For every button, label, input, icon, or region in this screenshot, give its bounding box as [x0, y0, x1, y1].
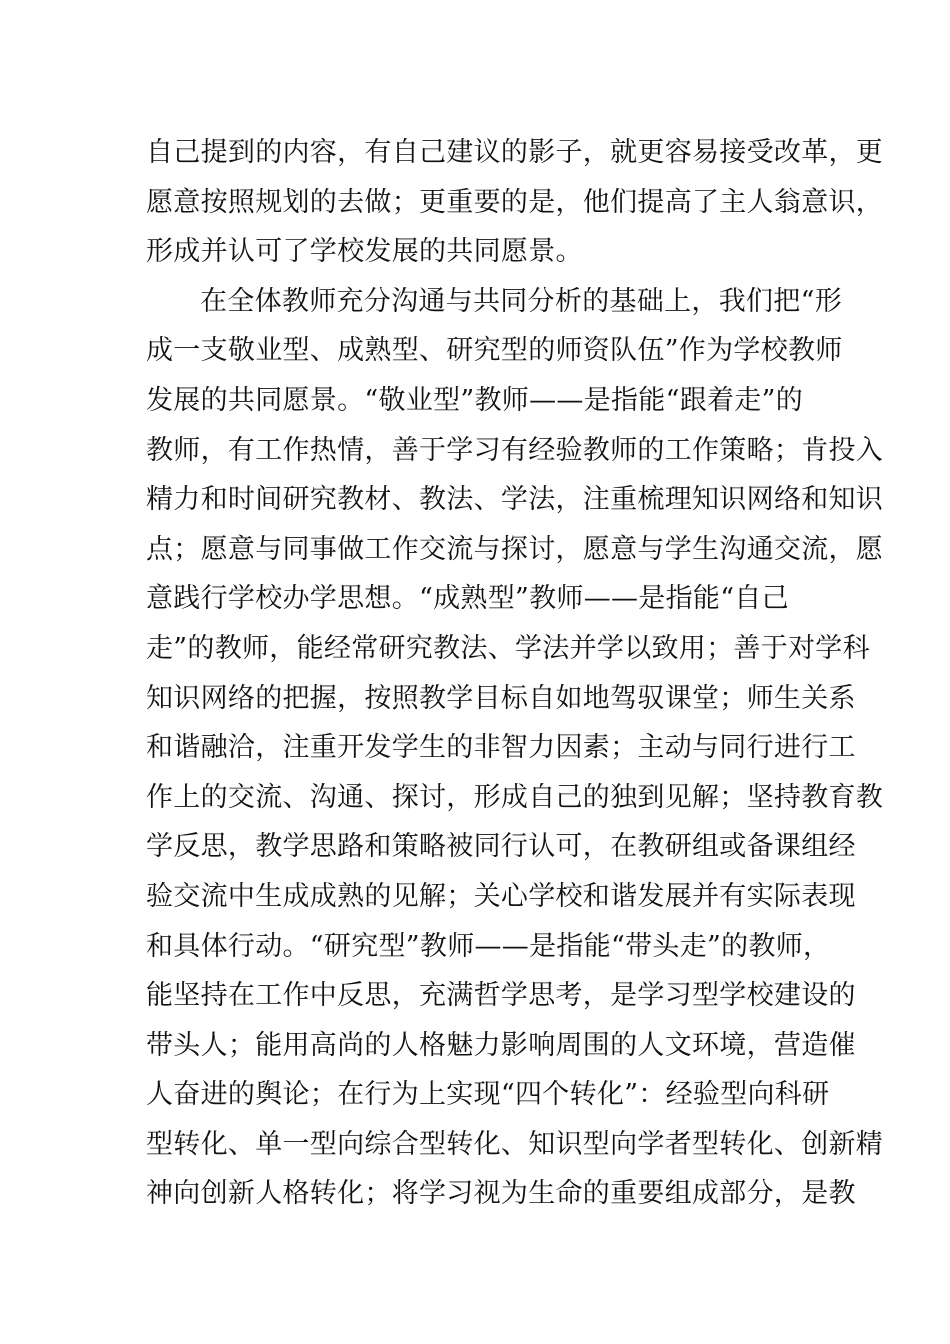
text-line: 意践行学校办学思想。“成熟型”教师——是指能“自己: [146, 583, 789, 615]
text-line: 自己提到的内容，有自己建议的影子，就更容易接受改革，更: [146, 137, 884, 168]
text-line: 作上的交流、沟通、探讨，形成自己的独到见解；坚持教育教: [146, 781, 884, 813]
text-line: 点；愿意与同事做工作交流与探讨，愿意与学生沟通交流，愿: [146, 533, 884, 565]
text-line: 在全体教师充分沟通与共同分析的基础上，我们把“形: [200, 285, 843, 317]
text-line: 学反思，教学思路和策略被同行认可，在教研组或备课组经: [146, 831, 856, 863]
text-line: 发展的共同愿景。“敬业型”教师——是指能“跟着走”的: [146, 384, 804, 416]
text-line: 神向创新人格转化；将学习视为生命的重要组成部分，是教: [146, 1178, 856, 1210]
text-line: 精力和时间研究教材、教法、学法，注重梳理知识网络和知识: [146, 484, 884, 516]
body-text: [146, 128, 884, 1219]
text-line: 人奋进的舆论；在行为上实现“四个转化”：经验型向科研: [146, 1079, 830, 1111]
text-line: 验交流中生成成熟的见解；关心学校和谐发展并有实际表现: [146, 880, 856, 912]
text-line: 知识网络的把握，按照教学目标自如地驾驭课堂；师生关系: [146, 682, 856, 714]
text-line: 带头人；能用高尚的人格魅力影响周围的人文环境，营造催: [146, 1029, 856, 1061]
text-line: 走”的教师，能经常研究教法、学法并学以致用；善于对学科: [146, 632, 870, 664]
text-line: 愿意按照规划的去做；更重要的是，他们提高了主人翁意识，: [146, 186, 884, 218]
text-line: 型转化、单一型向综合型转化、知识型向学者型转化、创新精: [146, 1128, 884, 1160]
text-line: 教师，有工作热情，善于学习有经验教师的工作策略；肯投入: [146, 434, 884, 466]
text-line: 成一支敬业型、成熟型、研究型的师资队伍”作为学校教师: [146, 335, 843, 367]
paragraph-2: [146, 277, 884, 1219]
paragraph-1: [146, 128, 884, 277]
text-line: 和谐融洽，注重开发学生的非智力因素；主动与同行进行工: [146, 732, 856, 764]
text-line: 能坚持在工作中反思，充满哲学思考，是学习型学校建设的: [146, 980, 856, 1012]
text-line: 和具体行动。“研究型”教师——是指能“带头走”的教师，: [146, 930, 831, 962]
text-line: 形成并认可了学校发展的共同愿景。: [146, 236, 583, 268]
